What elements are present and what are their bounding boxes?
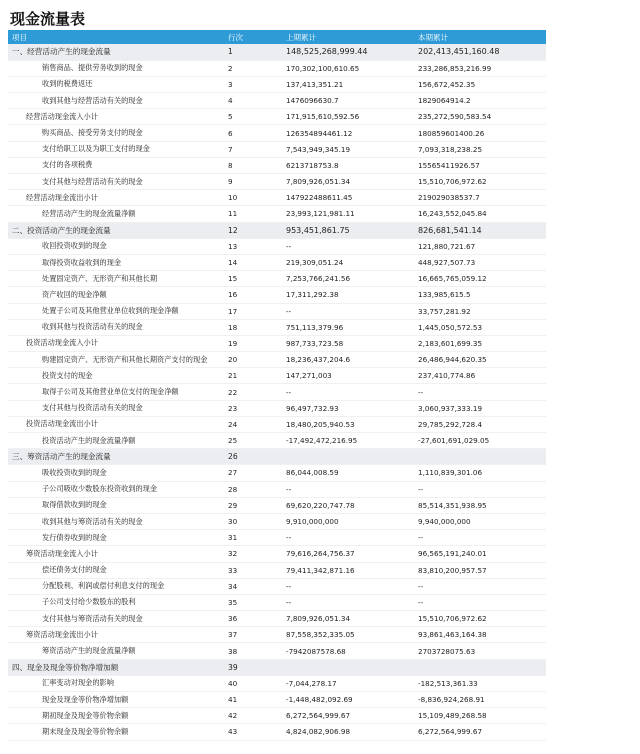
row-line-number: 21: [228, 371, 238, 381]
row-item-name: 一、经营活动产生的现金流量: [12, 47, 111, 57]
row-line-number: 38: [228, 646, 238, 656]
row-item-name: 子公司支付给少数股东的股利: [42, 597, 136, 607]
row-cur-value: 16,243,552,045.84: [418, 209, 487, 219]
row-line-number: 30: [228, 517, 238, 527]
row-item-name: 购买商品、接受劳务支付的现金: [42, 128, 143, 138]
row-line-number: 1: [228, 47, 233, 57]
row-cur-value: 156,672,452.35: [418, 79, 476, 89]
row-cur-value: 15,109,489,268.58: [418, 711, 487, 721]
page-title: 现金流量表: [10, 10, 86, 28]
row-prev-value: --: [286, 387, 292, 397]
table-row: [8, 611, 546, 627]
row-line-number: 40: [228, 678, 238, 688]
row-item-name: 经营活动现金流出小计: [26, 192, 98, 202]
table-row: [8, 109, 546, 125]
row-item-name: 收到其他与投资活动有关的现金: [42, 322, 143, 332]
row-cur-value: 233,286,853,216.99: [418, 63, 492, 73]
row-item-name: 取得投资收益收到的现金: [42, 257, 122, 267]
row-line-number: 26: [228, 452, 238, 462]
table-row: [8, 174, 546, 190]
row-item-name: 经营活动产生的现金流量净额: [42, 208, 136, 218]
row-line-number: 19: [228, 338, 238, 348]
row-prev-value: 4,824,082,906.98: [286, 727, 351, 737]
table-row: [8, 481, 546, 497]
row-line-number: 31: [228, 533, 238, 543]
row-prev-value: --: [286, 533, 292, 543]
row-prev-value: 96,497,732.93: [286, 403, 339, 413]
row-line-number: 43: [228, 727, 238, 737]
table-row: [8, 76, 546, 92]
row-item-name: 偿还债务支付的现金: [42, 565, 107, 575]
row-item-name: 发行债券收到的现金: [42, 532, 107, 542]
header-prev-period: 上期累计: [286, 32, 316, 42]
row-prev-value: 79,616,264,756.37: [286, 549, 355, 559]
row-item-name: 处置固定资产、无形资产和其他长期: [42, 273, 158, 283]
row-cur-value: --: [418, 533, 424, 543]
table-row: [8, 44, 546, 60]
table-row: [8, 384, 546, 400]
row-item-name: 收到的税费返还: [42, 79, 93, 89]
table-row: [8, 449, 546, 465]
table-row: [8, 287, 546, 303]
table-row: [8, 303, 546, 319]
row-item-name: 处置子公司及其他营业单位收到的现金净额: [42, 306, 179, 316]
row-prev-value: 18,480,205,940.53: [286, 419, 355, 429]
row-line-number: 14: [228, 258, 238, 268]
table-row: [8, 594, 546, 610]
row-cur-value: 202,413,451,160.48: [418, 47, 500, 57]
row-line-number: 9: [228, 177, 233, 187]
row-item-name: 现金及现金等价物净增加额: [42, 694, 129, 704]
row-prev-value: -7,044,278.17: [286, 678, 337, 688]
table-row: [8, 497, 546, 513]
row-prev-value: 953,451,861.75: [286, 225, 350, 235]
table-row: [8, 627, 546, 643]
table-row: [8, 643, 546, 659]
row-item-name: 筹资活动现金流出小计: [26, 629, 98, 639]
table-row: [8, 60, 546, 76]
row-line-number: 42: [228, 711, 238, 721]
row-line-number: 23: [228, 403, 238, 413]
row-line-number: 37: [228, 630, 238, 640]
row-item-name: 投资活动现金流入小计: [26, 338, 98, 348]
row-prev-value: 79,411,342,871.16: [286, 565, 355, 575]
row-line-number: 11: [228, 209, 238, 219]
row-item-name: 支付其他与经营活动有关的现金: [42, 176, 143, 186]
row-line-number: 36: [228, 614, 238, 624]
row-line-number: 7: [228, 144, 233, 154]
table-row: [8, 157, 546, 173]
row-prev-value: 147922488611.45: [286, 193, 353, 203]
row-item-name: 支付的各项税费: [42, 160, 93, 170]
row-prev-value: 69,620,220,747.78: [286, 500, 355, 510]
row-prev-value: -1,448,482,092.69: [286, 695, 353, 705]
row-line-number: 2: [228, 63, 233, 73]
table-row: [8, 368, 546, 384]
row-line-number: 20: [228, 355, 238, 365]
table-row: [8, 692, 546, 708]
row-cur-value: --: [418, 581, 424, 591]
row-prev-value: 751,113,379.96: [286, 322, 344, 332]
row-line-number: 29: [228, 500, 238, 510]
table-row: [8, 433, 546, 449]
row-item-name: 子公司吸收少数股东投资收到的现金: [42, 484, 158, 494]
row-line-number: 4: [228, 96, 233, 106]
row-cur-value: 826,681,541.14: [418, 225, 482, 235]
row-item-name: 收到其他与筹资活动有关的现金: [42, 516, 143, 526]
row-line-number: 8: [228, 160, 233, 170]
row-prev-value: 7,253,766,241.56: [286, 274, 351, 284]
row-item-name: 支付给职工以及为职工支付的现金: [42, 144, 150, 154]
row-cur-value: 96,565,191,240.01: [418, 549, 487, 559]
row-cur-value: 7,093,318,238.25: [418, 144, 483, 154]
row-line-number: 16: [228, 290, 238, 300]
row-cur-value: 83,810,200,957.57: [418, 565, 487, 575]
row-prev-value: --: [286, 241, 292, 251]
row-line-number: 32: [228, 549, 238, 559]
table-row: [8, 708, 546, 724]
header-row-no: 行次: [228, 32, 243, 42]
row-item-name: 投资活动产生的现金流量净额: [42, 435, 136, 445]
cash-flow-table: [8, 30, 546, 741]
row-line-number: 10: [228, 193, 238, 203]
row-item-name: 资产收回的现金净额: [42, 289, 107, 299]
table-row: [8, 659, 546, 675]
row-prev-value: -7942087578.68: [286, 646, 346, 656]
row-line-number: 35: [228, 597, 238, 607]
row-item-name: 吸收投资收到的现金: [42, 467, 107, 477]
table-row: [8, 530, 546, 546]
table-row: [8, 125, 546, 141]
row-cur-value: 235,272,590,583.54: [418, 112, 492, 122]
row-line-number: 17: [228, 306, 238, 316]
row-prev-value: 18,236,437,204.6: [286, 355, 351, 365]
row-cur-value: [414, 449, 546, 465]
row-prev-value: -17,492,472,216.95: [286, 436, 358, 446]
table-body: [8, 44, 546, 740]
row-line-number: 27: [228, 468, 238, 478]
row-cur-value: 15565411926.57: [418, 160, 480, 170]
row-item-name: 投资活动现金流出小计: [26, 419, 98, 429]
row-line-number: 15: [228, 274, 238, 284]
row-cur-value: 85,514,351,938.95: [418, 500, 487, 510]
header-item: 项目: [12, 32, 27, 42]
row-cur-value: 1,445,050,572.53: [418, 322, 483, 332]
row-item-name: 取得借款收到的现金: [42, 500, 107, 510]
header-current-period: 本期累计: [418, 32, 448, 42]
row-item-name: 取得子公司及其他营业单位支付的现金净额: [42, 387, 179, 397]
row-prev-value: 9,910,000,000: [286, 517, 339, 527]
row-cur-value: [414, 659, 546, 675]
row-item-name: 筹资活动产生的现金流量净额: [42, 646, 136, 656]
row-prev-value: 7,809,926,051.34: [286, 177, 351, 187]
row-cur-value: 219029038537.7: [418, 193, 480, 203]
row-item-name: 支付其他与投资活动有关的现金: [42, 403, 143, 413]
row-line-number: 18: [228, 322, 238, 332]
row-line-number: 12: [228, 225, 238, 235]
table-row: [8, 222, 546, 238]
row-item-name: 期末现金及现金等价物余额: [42, 726, 129, 736]
row-cur-value: --: [418, 484, 424, 494]
table-row: [8, 724, 546, 740]
row-cur-value: 9,940,000,000: [418, 517, 471, 527]
row-cur-value: 133,985,615.5: [418, 290, 471, 300]
row-cur-value: 2,183,601,699.35: [418, 338, 483, 348]
row-item-name: 销售商品、提供劳务收到的现金: [42, 63, 143, 73]
row-item-name: 筹资活动现金流入小计: [26, 548, 98, 558]
row-prev-value: 147,271,003: [286, 371, 332, 381]
row-cur-value: 16,665,765,059.12: [418, 274, 487, 284]
table-row: [8, 93, 546, 109]
row-item-name: 支付其他与筹资活动有关的现金: [42, 613, 143, 623]
row-cur-value: 33,757,281.92: [418, 306, 471, 316]
table-row: [8, 319, 546, 335]
row-prev-value: 171,915,610,592.56: [286, 112, 360, 122]
row-cur-value: 3,060,937,333.19: [418, 403, 483, 413]
row-prev-value: [282, 449, 414, 465]
table-row: [8, 254, 546, 270]
row-prev-value: 17,311,292.38: [286, 290, 339, 300]
row-line-number: 13: [228, 241, 238, 251]
row-cur-value: -182,513,361.33: [418, 678, 478, 688]
row-item-name: 汇率变动对现金的影响: [42, 678, 114, 688]
row-cur-value: -8,836,924,268.91: [418, 695, 485, 705]
row-line-number: 41: [228, 695, 238, 705]
row-item-name: 期初现金及现金等价物余额: [42, 710, 129, 720]
table-row: [8, 190, 546, 206]
row-prev-value: --: [286, 306, 292, 316]
row-prev-value: [282, 659, 414, 675]
row-line-number: 39: [228, 662, 238, 672]
row-line-number: 22: [228, 387, 238, 397]
table-header-row: [8, 30, 546, 44]
table-row: [8, 675, 546, 691]
row-cur-value: 121,880,721.67: [418, 241, 476, 251]
row-cur-value: -27,601,691,029.05: [418, 436, 490, 446]
row-cur-value: 1829064914.2: [418, 96, 471, 106]
row-prev-value: 7,809,926,051.34: [286, 614, 351, 624]
row-cur-value: 237,410,774.86: [418, 371, 476, 381]
table-row: [8, 141, 546, 157]
row-prev-value: 170,302,100,610.65: [286, 63, 360, 73]
row-prev-value: 126354894461.12: [286, 128, 353, 138]
table-row: [8, 206, 546, 222]
row-item-name: 三、筹资活动产生的现金流量: [12, 452, 111, 462]
table-row: [8, 416, 546, 432]
row-prev-value: --: [286, 484, 292, 494]
row-cur-value: 29,785,292,728.4: [418, 419, 483, 429]
row-cur-value: 2703728075.63: [418, 646, 476, 656]
row-cur-value: 15,510,706,972.62: [418, 177, 487, 187]
row-prev-value: 7,543,949,345.19: [286, 144, 351, 154]
row-cur-value: 448,927,507.73: [418, 258, 476, 268]
row-prev-value: --: [286, 581, 292, 591]
table-row: [8, 238, 546, 254]
table-row: [8, 513, 546, 529]
row-prev-value: 87,558,352,335.05: [286, 630, 355, 640]
row-cur-value: --: [418, 387, 424, 397]
row-cur-value: 180859601400.26: [418, 128, 485, 138]
row-item-name: 购建固定资产、无形资产和其他长期资产支付的现金: [42, 354, 208, 364]
row-line-number: 6: [228, 128, 233, 138]
table-row: [8, 335, 546, 351]
row-cur-value: 6,272,564,999.67: [418, 727, 483, 737]
row-cur-value: 15,510,706,972.62: [418, 614, 487, 624]
row-item-name: 投资支付的现金: [42, 370, 93, 380]
row-item-name: 收到其他与经营活动有关的现金: [42, 95, 143, 105]
row-line-number: 3: [228, 79, 233, 89]
table-row: [8, 352, 546, 368]
table-row: [8, 562, 546, 578]
row-item-name: 四、现金及现金等价物净增加额: [12, 662, 119, 672]
row-cur-value: --: [418, 597, 424, 607]
row-prev-value: 6,272,564,999.67: [286, 711, 351, 721]
row-line-number: 33: [228, 565, 238, 575]
row-line-number: 25: [228, 436, 238, 446]
row-prev-value: 1476096630.7: [286, 96, 339, 106]
row-prev-value: --: [286, 597, 292, 607]
row-line-number: 5: [228, 112, 233, 122]
row-prev-value: 23,993,121,981.11: [286, 209, 355, 219]
row-prev-value: 987,733,723.58: [286, 338, 344, 348]
row-line-number: 24: [228, 419, 238, 429]
table-row: [8, 271, 546, 287]
row-prev-value: 137,413,351.21: [286, 79, 344, 89]
row-item-name: 二、投资活动产生的现金流量: [12, 225, 111, 235]
row-item-name: 分配股利、利润或偿付利息支付的现金: [42, 581, 165, 591]
table-row: [8, 578, 546, 594]
row-prev-value: 148,525,268,999.44: [286, 47, 368, 57]
row-cur-value: 26,486,944,620.35: [418, 355, 487, 365]
table-row: [8, 465, 546, 481]
table-row: [8, 400, 546, 416]
row-prev-value: 219,309,051.24: [286, 258, 344, 268]
table-row: [8, 546, 546, 562]
row-prev-value: 86,044,008.59: [286, 468, 339, 478]
row-line-number: 28: [228, 484, 238, 494]
row-prev-value: 6213718753.8: [286, 160, 339, 170]
row-cur-value: 1,110,839,301.06: [418, 468, 483, 478]
row-item-name: 经营活动现金流入小计: [26, 111, 98, 121]
row-cur-value: 93,861,463,164.38: [418, 630, 487, 640]
row-line-number: 34: [228, 581, 238, 591]
row-item-name: 收回投资收到的现金: [42, 241, 107, 251]
